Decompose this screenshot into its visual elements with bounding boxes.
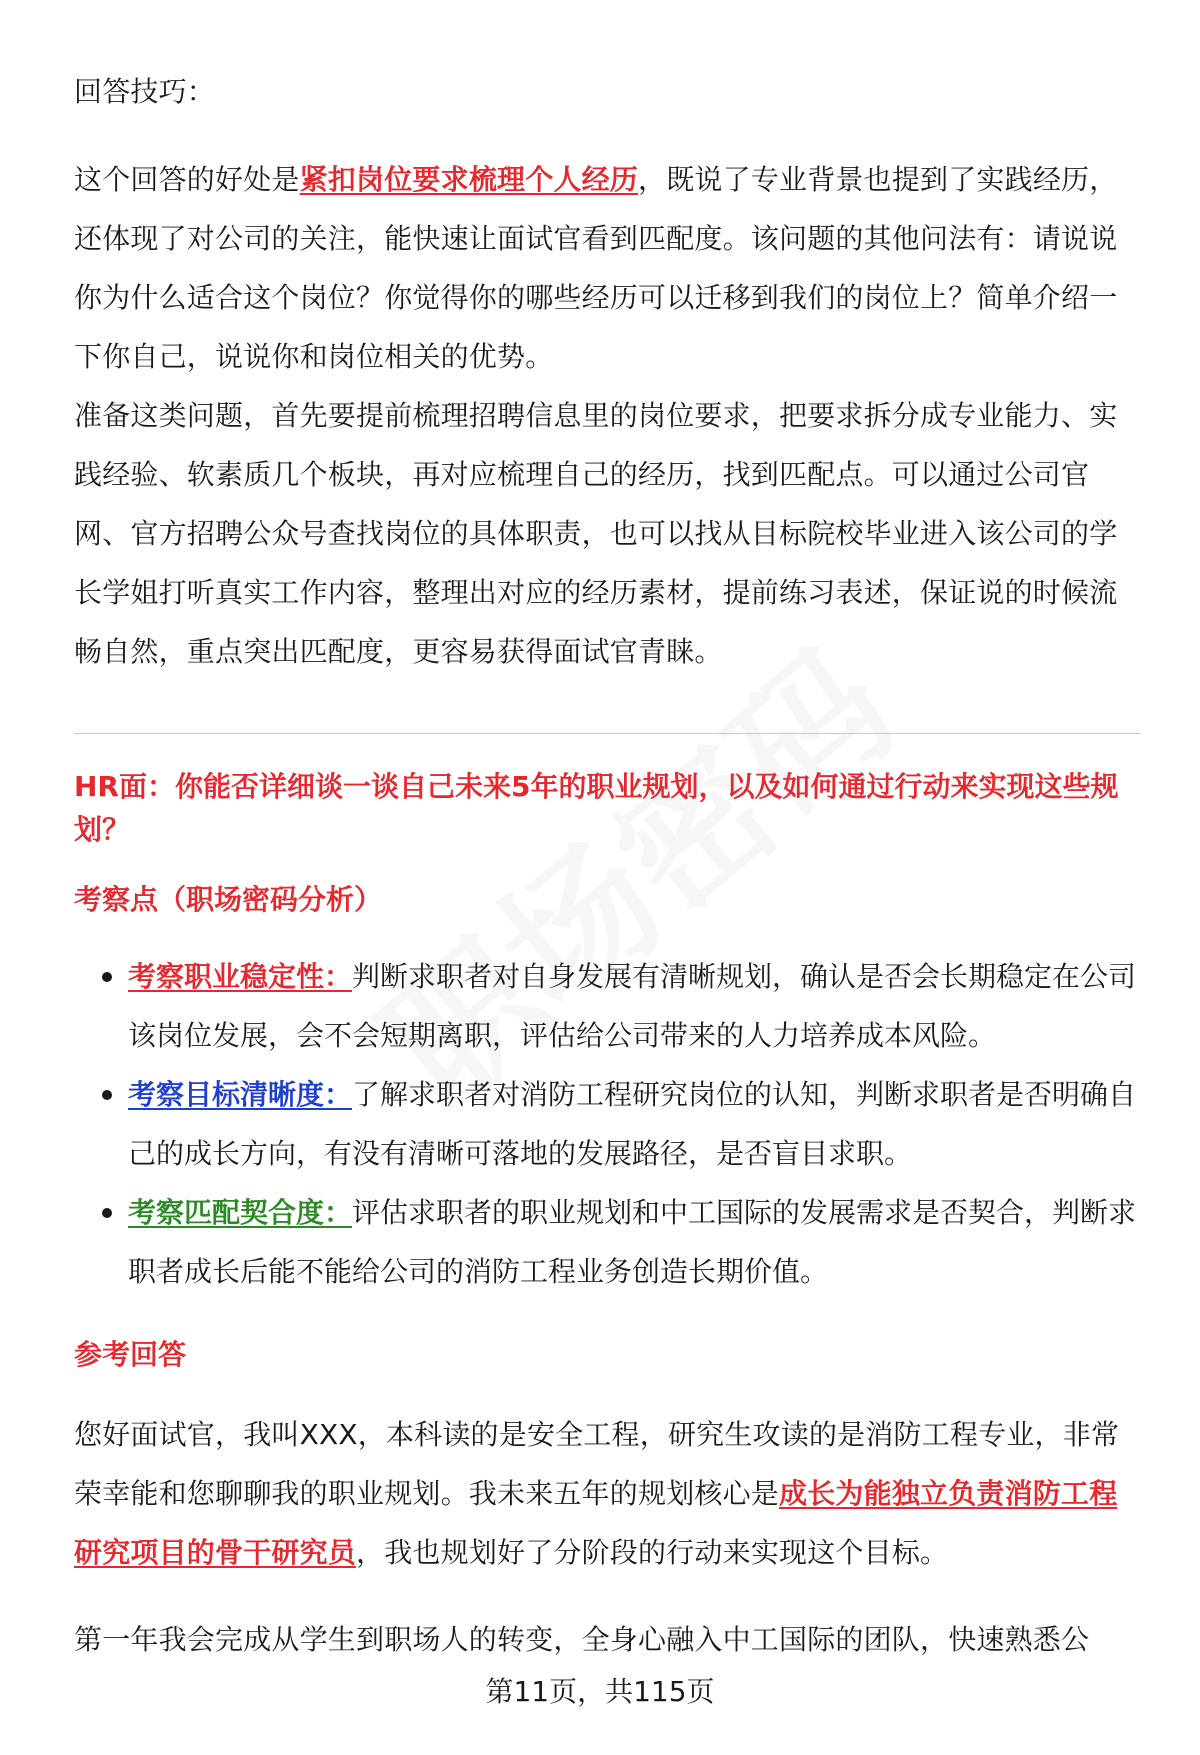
bullet-icon <box>102 972 112 982</box>
section-divider <box>74 733 1140 734</box>
answer-end: ，我也规划好了分阶段的行动来实现这个目标。 <box>356 1536 949 1569</box>
exam-points-list <box>74 947 1140 1301</box>
answer-paragraph <box>74 1405 1140 1582</box>
point-label: 考察匹配契合度： <box>128 1196 353 1229</box>
tips-label: 回答技巧： <box>74 75 216 108</box>
interview-question: HR面：你能否详细谈一谈自己未来5年的职业规划，以及如何通过行动来实现这些规划？ <box>74 770 1119 846</box>
tips-paragraph-end: ，既说了专业背景也提到了实践经历，还体现了对公司的关注，能快速让面试官看到匹配度。该问题的其他问法有：请说说你为什么适合这个岗位？你觉得你的哪些经历可以迁移到我们的岗位上？简单介绍一下你自己，说说你和岗位相关的优势。 <box>74 163 1118 373</box>
answer-highlight: 成长为能独立负责消防工程研究项目的骨干研究员 <box>74 1477 1118 1569</box>
point-text: 评估求职者的职业规划和中工国际的发展需求是否契合，判断求职者成长后能不能给公司的消防工程业务创造长期价值。 <box>128 1196 1137 1288</box>
bullet-icon <box>102 1208 112 1218</box>
point-text: 判断求职者对自身发展有清晰规划，确认是否会长期稳定在公司该岗位发展，会不会短期离职，评估给公司带来的人力培养成本风险。 <box>128 960 1137 1052</box>
point-text: 了解求职者对消防工程研究岗位的认知，判断求职者是否明确自己的成长方向，有没有清晰可落地的发展路径，是否盲目求职。 <box>128 1078 1137 1170</box>
answer-paragraph-continued: 第一年我会完成从学生到职场人的转变，全身心融入中工国际的团队，快速熟悉公 <box>74 1623 1090 1656</box>
page-number: 第11页，共115页 <box>485 1675 715 1708</box>
tips-paragraph-start: 这个回答的好处是 <box>74 163 300 196</box>
point-label: 考察目标清晰度： <box>128 1078 353 1111</box>
list-item <box>74 947 1140 1065</box>
list-item <box>74 1183 1140 1301</box>
exam-points-title: 考察点（职场密码分析） <box>74 883 383 916</box>
reference-answer-title: 参考回答 <box>74 1338 187 1371</box>
answer-start: 您好面试官，我叫XXX，本科读的是安全工程，研究生攻读的是消防工程专业，非常荣幸能和您聊聊我的职业规划。我未来五年的规划核心是 <box>74 1418 1120 1510</box>
tips-highlight: 紧扣岗位要求梳理个人经历 <box>299 163 639 196</box>
list-item <box>74 1065 1140 1183</box>
bullet-icon <box>102 1090 112 1100</box>
point-label: 考察职业稳定性： <box>128 960 353 993</box>
tips-paragraph <box>74 150 1140 386</box>
preparation-paragraph: 准备这类问题，首先要提前梳理招聘信息里的岗位要求，把要求拆分成专业能力、实践经验、软素质几个板块，再对应梳理自己的经历，找到匹配点。可以通过公司官网、官方招聘公众号查找岗位的具体职责，也可以找从目标院校毕业进入该公司的学长学姐打听真实工作内容，整理出对应的经历素材，提前练习表述，保证说的时候流畅自然，重点突出匹配度，更容易获得面试官青睐。 <box>74 399 1118 668</box>
